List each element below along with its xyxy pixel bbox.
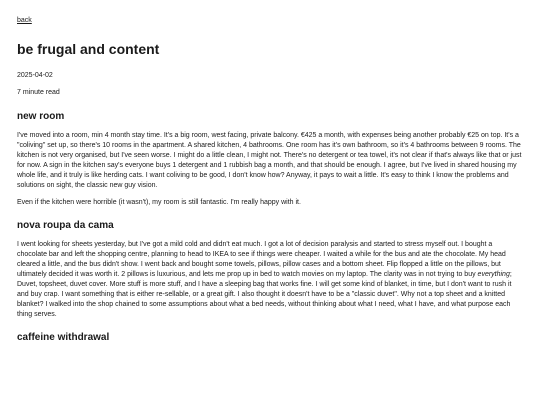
back-link[interactable]: back	[17, 17, 32, 24]
section-heading-caffeine-withdrawal: caffeine withdrawal	[17, 332, 110, 344]
emphasis-text: everything	[477, 270, 510, 278]
paragraph-text: I went looking for sheets yesterday, but I've got a mild cold and didn't eat much. I got a lot of decision paralysis and started to stress myself out. I bought a chocolate bar and left the shopping centre, planning to head to IKEA to see if things were cheaper. I waited a while for the bus and ate the chocolate. My head cleared a little, and the bus didn't show. I went back and bought some towels, pillows, pillow cases and a bottom sheet. Flip flopped a little on the pillows, but ultimately decided it was worth it. 2 pillows is luxurious, and lets me prop up in bed to watch movies on my laptop. The clarity was in not trying to buy	[17, 240, 506, 278]
section-paragraph	[17, 240, 523, 321]
section-heading-nova-roupa-da-cama: nova roupa da cama	[17, 219, 114, 231]
section-paragraph: I've moved into a room, min 4 month stay time. It's a big room, west facing, private balcony. €425 a month, with expenses being another probably €25 on top. It's a "coliving" set up, so there's 10 rooms in the apartment. A shared kitchen, 4 bathrooms. One room has it's own bathroom, so it's 4 bathrooms between 9 rooms. The kitchen is not very organised, but I've seen worse. I might do a little clean, I might not. There's no detergent or tea towel, it's not clear if that's always like that or just for now. A sign in the kitchen say's everyone buys 1 detergent and 1 rubbish bag a month, and that should be enough. I agree, but I've lived in shared housing my whole life, and it truly is like herding cats. I want coliving to be good, I don't know how? Anyway, it pays to wait a little. It's easy to think I know the problems and solutions on sight, the classic new guy vision.	[17, 132, 522, 190]
section-heading-new-room: new room	[17, 111, 65, 122]
read-time: 7 minute read	[17, 89, 60, 96]
post-date: 2025-04-02	[17, 72, 53, 79]
post-title: be frugal and content	[17, 41, 160, 57]
section-paragraph: Even if the kitchen were horrible (it wasn't), my room is still fantastic. I'm really happy with it.	[17, 198, 301, 206]
paragraph-text: ; Duvet, topsheet, duvet cover. More stuff is more stuff, and I have a sleeping bag that works fine. I will get some kind of blanket, in time, but I don't want to rush it and buy crap. I want something that is either re-sellable, or a great gift. I also thought it doesn't have to be a "classic duvet". Why not a top sheet and a knitted blanket? I walked into the shop chained to some assumptions about what a bed needs, without thinking about what I need, what I have, and what purpose each thing serves.	[17, 270, 512, 319]
